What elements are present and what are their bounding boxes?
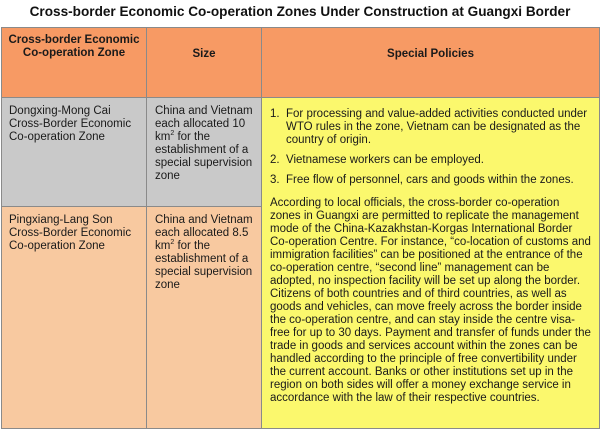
policy-number: 1. [270,108,280,120]
special-policies-cell [262,98,600,429]
policy-item [270,174,593,187]
size-superscript: 2 [170,239,175,246]
size-text: China and Vietnam each allocated 10 km [155,105,253,143]
policy-number: 3. [270,174,280,186]
size-text: for the establishment of a special supervision zone [155,131,253,182]
policy-text: Free flow of personnel, cars and goods within the zones. [286,174,574,186]
size-text: China and Vietnam each allocated 8.5 km [155,214,253,252]
header-zone: Cross-border Economic Co-operation Zone [2,28,147,98]
table-row [2,98,600,207]
header-policies: Special Policies [262,28,600,98]
policy-text: Vietnamese workers can be employed. [286,154,484,166]
policy-number: 2. [270,154,280,166]
page-title: Cross-border Economic Co-operation Zones Under Construction at Guangxi Border [29,4,571,19]
size-cell [147,207,262,429]
table-header-row [2,28,600,98]
policy-item [270,154,593,167]
policy-text: For processing and value-added activities conducted under WTO rules in the zone, Vietnam can be designated as the country of origin. [286,108,588,146]
policy-paragraph: According to local officials, the cross-border co-operation zones in Guangxi are permitted to replicate the management mode of the China-Kazakhstan-Korgas International Border Co-operation Centre. For instance, “co-location of customs and immigration facilities” can be positioned at the entrance of the co-operation centre, “second line” management can be adopted, no inspection facility will be set up along the border. Citizens of both countries and of third countries, as well as goods and vehicles, can move freely across the border inside the co-operation centre, and can stay inside the centre visa-free for up to 30 days. Payment and transfer of funds under the trade in goods and services account within the zones can be handled according to the principle of free convertibility under the current account. Banks or other institutions set up in the region on both sides will offer a money exchange service in accordance with the law of their respective countries. [270,197,591,404]
header-size: Size [147,28,262,98]
policy-item [270,108,593,147]
size-text: for the establishment of a special supervision zone [155,240,253,291]
zone-name-cell: Pingxiang-Lang Son Cross-Border Economic Co-operation Zone [2,207,147,429]
zones-table [1,27,600,429]
size-cell [147,98,262,207]
zone-name-cell: Dongxing-Mong Cai Cross-Border Economic Co-operation Zone [2,98,147,207]
size-superscript: 2 [170,130,175,137]
